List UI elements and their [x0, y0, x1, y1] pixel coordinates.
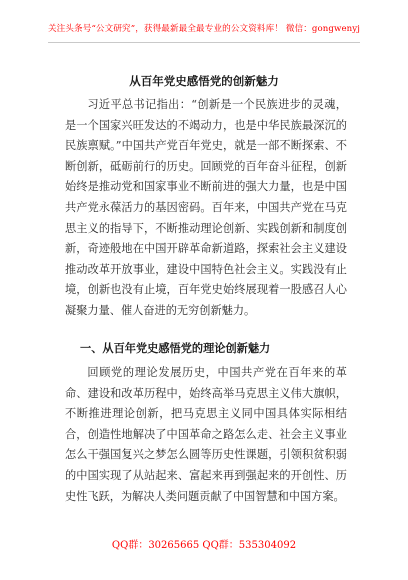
section-paragraph: 回顾党的理论发展历史，中国共产党在百年来的革命、建设和改革历程中，始终高举马克思主义伟大旗帜，不断推进理论创新，把马克思主义同中国具体实际相结合，创造性地解决了中国革命之路怎么走、社会主义事业怎么干强国复兴之梦怎么圆等历史性课题，引领积贫积弱的中国实现了从站起来、富起来再到强起来的开创性、历史性飞跃，为解决人类问题贡献了中国智慧和中国方案。	[65, 366, 347, 503]
footer-contact: QQ群：30265665 QQ群：535304092	[111, 540, 297, 551]
intro-paragraph: 习近平总书记指出：“创新是一个民族进步的灵魂，是一个国家兴旺发达的不竭动力，也是中华民族最深沉的民族禀赋。”中国共产党百年党史，就是一部不断探索、不断创新，砥砺前行的历史。回顾党的百年奋斗征程，创新始终是推动党和国家事业不断前进的强大力量，也是中国共产党永葆活力的基因密码。百年来，中国共产党在马克思主义的指导下，不断推动理论创新、实践创新和制度创新，奇迹般地在中国开辟革命新道路，探索社会主义建设推动改革开放事业，建设中国特色社会主义。实践没有止境，创新也没有止境，百年党史始终展现着一股感召人心凝聚力量、催人奋进的无穷创新魅力。	[65, 98, 347, 317]
section-heading: 一、从百年党史感悟党的理论创新魅力	[80, 341, 271, 355]
header-banner: 关注头条号“公文研究”，获得最新最全最专业的公文资料库！ 微信：gongwenyj	[47, 24, 361, 34]
header-divider	[48, 42, 360, 43]
document-title: 从百年党史感悟党的创新魅力	[129, 74, 279, 88]
